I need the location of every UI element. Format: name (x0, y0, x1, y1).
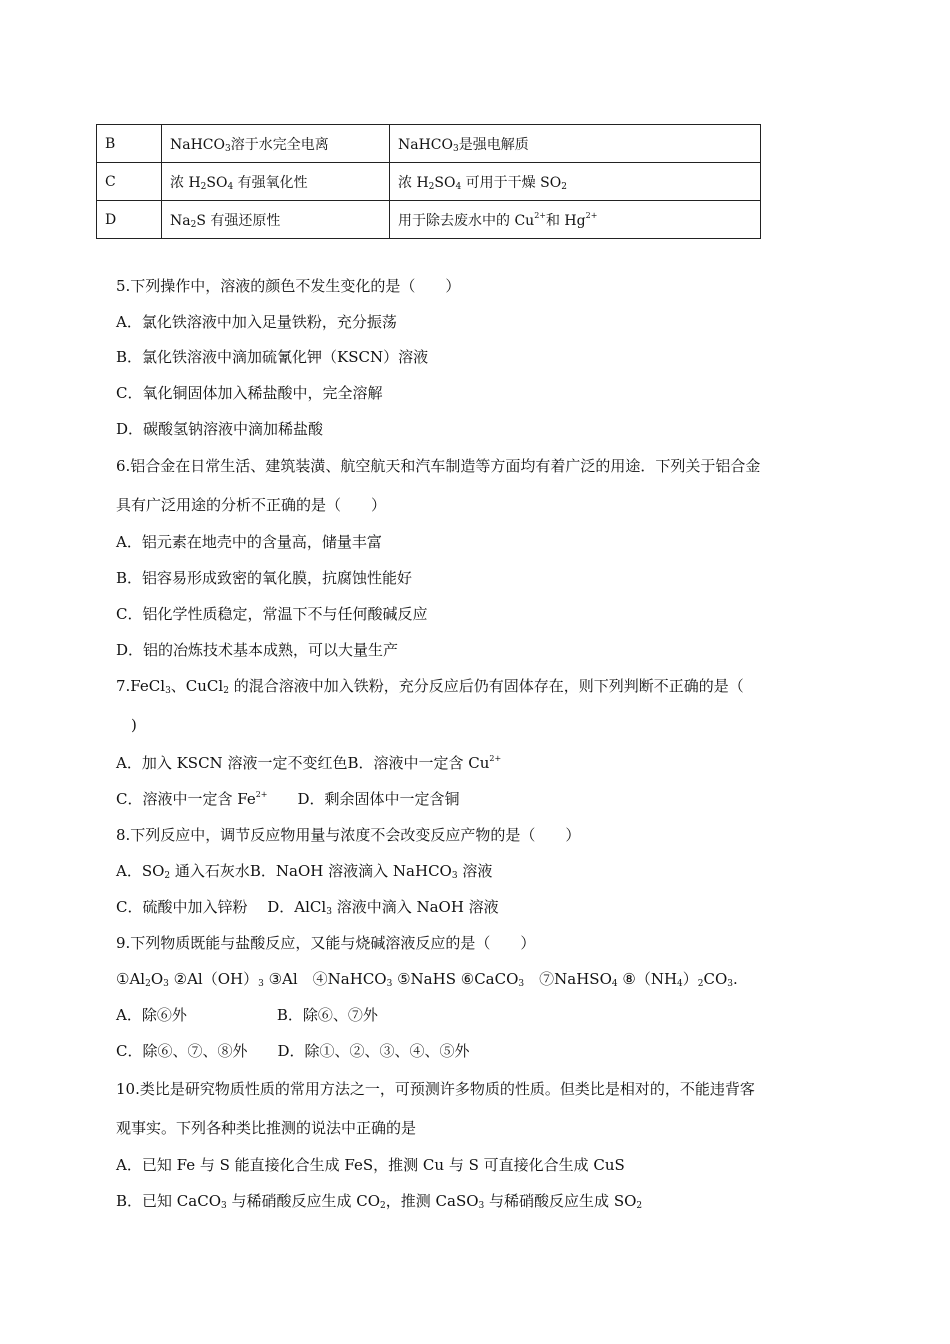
table-row (97, 201, 761, 239)
question-5-option-c: C．氧化铜固体加入稀盐酸中，完全溶解 (116, 384, 383, 402)
question-5-option-d: D．碳酸氢钠溶液中滴加稀盐酸 (116, 420, 324, 438)
question-9-options-ab: A．除⑥外 B．除⑥、⑦外 (116, 1006, 378, 1024)
question-6-option-c: C．铝化学性质稳定，常温下不与任何酸碱反应 (116, 605, 428, 623)
question-8-stem: 8.下列反应中，调节反应物用量与浓度不会改变反应产物的是（ ） (116, 826, 581, 844)
question-7-options-cd: C．溶液中一定含 $Fe^{2+}$ D．剩余固体中一定含铜 (116, 790, 460, 808)
table-cell-fact: NaHCO$_3$溶于水完全电离 (162, 125, 390, 163)
question-10-option-a: A．已知 Fe 与 S 能直接化合生成 FeS，推测 Cu 与 S 可直接化合生成 CuS (116, 1156, 625, 1174)
question-5-stem: 5.下列操作中，溶液的颜色不发生变化的是（ ） (116, 277, 461, 295)
question-10-option-b: B．已知 CaCO$_3$ 与稀硝酸反应生成 $CO_2$，推测 CaSO$_3$ 与稀硝酸反应生成 $SO_2$ (116, 1192, 643, 1211)
table-cell-fact: 浓 $H_2SO_4$ 有强氧化性 (162, 163, 390, 201)
question-9-substances: $①Al_2O_3$ $②Al(OH)_3$ ③Al ④NaHCO$_3$ ⑤NaHS ⑥CaCO$_3$ ⑦NaHSO$_4$ $⑧(NH_4)_2CO_3$. (116, 970, 738, 989)
table-cell-label: B (97, 125, 162, 163)
table-row (97, 163, 761, 201)
question-5-option-b: B．氯化铁溶液中滴加硫氰化钾（KSCN）溶液 (116, 348, 429, 366)
question-8-options-ab: A．$SO_2$ 通入石灰水B．NaOH 溶液滴入 NaHCO$_3$ 溶液 (116, 862, 493, 881)
option-table (96, 124, 761, 239)
question-5-option-a: A．氯化铁溶液中加入足量铁粉，充分振荡 (116, 313, 397, 331)
question-6-option-a: A．铝元素在地壳中的含量高，储量丰富 (116, 533, 382, 551)
question-10-stem: 10.类比是研究物质性质的常用方法之一，可预测许多物质的性质。但类比是相对的，不能违背客 (116, 1080, 755, 1098)
question-9-stem: 9.下列物质既能与盐酸反应，又能与烧碱溶液反应的是（ ） (116, 934, 536, 952)
question-6-option-d: D．铝的冶炼技术基本成熟，可以大量生产 (116, 641, 399, 659)
table-cell-label: C (97, 163, 162, 201)
question-9-options-cd: C．除⑥、⑦、⑧外 D．除①、②、③、④、⑤外 (116, 1042, 470, 1060)
question-10-stem-cont: 观事实。下列各种类比推测的说法中正确的是 (116, 1119, 417, 1137)
table-cell-inference: 浓 $H_2SO_4$ 可用于干燥 $SO_2$ (390, 163, 761, 201)
table-cell-inference: 用于除去废水中的 $Cu^{2+}$和 $Hg^{2+}$ (390, 201, 761, 239)
question-7-options-ab: A．加入 KSCN 溶液一定不变红色B．溶液中一定含 $Cu^{2+}$ (116, 754, 502, 772)
table-cell-fact: $Na_2S$ 有强还原性 (162, 201, 390, 239)
question-8-options-cd: C．硫酸中加入锌粉 D．AlCl$_3$ 溶液中滴入 NaOH 溶液 (116, 898, 499, 917)
question-6-option-b: B．铝容易形成致密的氧化膜，抗腐蚀性能好 (116, 569, 413, 587)
question-6-stem-cont: 具有广泛用途的分析不正确的是（ ） (116, 496, 387, 514)
question-6-stem: 6.铝合金在日常生活、建筑装潢、航空航天和汽车制造等方面均有着广泛的用途．下列关于铝合金 (116, 457, 761, 475)
question-7-stem-cont: ) (116, 716, 137, 734)
table-row (97, 125, 761, 163)
question-7-stem: 7.FeCl$_3$、CuCl$_2$ 的混合溶液中加入铁粉，充分反应后仍有固体存在，则下列判断不正确的是（ (116, 677, 744, 696)
table-cell-inference: NaHCO$_3$是强电解质 (390, 125, 761, 163)
table-cell-label: D (97, 201, 162, 239)
